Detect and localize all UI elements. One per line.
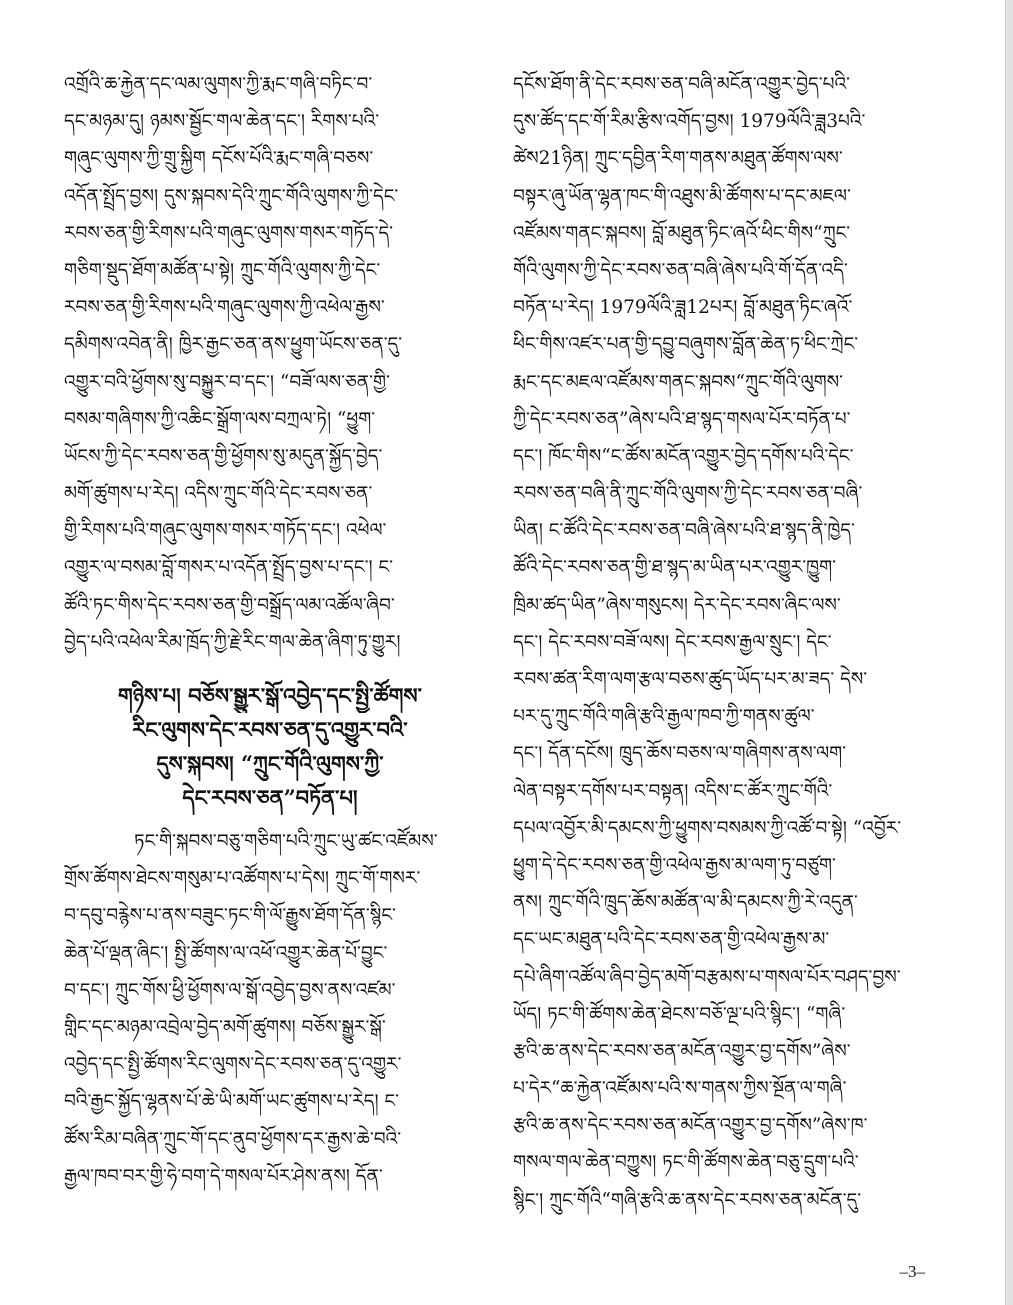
text-line: ཚོའི་ཏང་གིས་དེང་རབས་ཅན་གྱི་བསྒྲོད་ལམ་འཚོལ་ཞིབ་: [64, 594, 395, 616]
text-line: རབས་ཚན་རིག་ལག་རྩལ་བཅས་ཚུད་ཡོད་པར་མ་ཟད་ དེས་: [513, 669, 868, 690]
page-edge-shadow: [1005, 0, 1013, 1305]
text-line: པ་དེར“ཆ་རྐྱེན་འཛོམས་པའི་ས་གནས་ཀྱིས་སྔོན་ལ་གཞི་: [513, 1078, 847, 1100]
text-line: ཀྱི་དེང་རབས་ཅན”ཞེས་པའི་ཐ་སྙད་གསལ་པོར་བཏོན་པ་: [513, 408, 851, 430]
text-line: མགོ་ཚུགས་པ་རེད། འདིས་ཀྲུང་གོའི་དེང་རབས་ཅན་: [64, 483, 373, 505]
text-line: གསལ་གལ་ཆེན་བཀྱུས། ཏང་གི་ཚོགས་ཆེན་བཅུ་དྲུག་པའི་: [513, 1152, 859, 1174]
text-line: བ་དབུ་བརྙེས་པ་ནས་བཟུང་ཏང་གི་ལོ་རྒྱུས་ཐོག་དོན་སྙིང་: [64, 905, 396, 927]
text-line: དང་མཉམ་དུ། ཉམས་སྦྱོང་གལ་ཆེན་དང་། རིགས་པའི་: [64, 111, 380, 133]
text-line: ཆེན་པོ་ལྡན་ཞིང་། སྤྱི་ཚོགས་ལ་འཕོ་འགྱུར་ཆེན་པོ་བྱུང་: [64, 942, 388, 964]
text-line: ཕིང་གིས་འཛར་པན་གྱི་དབྱུ་བཞུགས་བློན་ཆེན་ཏ་ཕིང་ཀྲེང་: [513, 334, 859, 356]
page-number: –3–: [899, 1262, 925, 1281]
text-line: གླིང་དང་མཉམ་འབྲེལ་བྱེད་མགོ་ཚུགས། བཅོས་སྒྱུར་སྒོ་: [64, 1016, 386, 1038]
text-line: ཕྱུག་དེ་དེང་རབས་ཅན་གྱི་འཕེལ་རྒྱས་མ་ལག་ཏུ་བཙུག་: [513, 854, 836, 876]
text-line: བཏོན་པ་རེད། 1979ལོའི་ཟླ12པར། བློ་མཐུན་ཏིང་ཞའོ་: [513, 297, 853, 319]
text-line: གྱི་རིགས་པའི་གཞུང་ལུགས་གསར་གཏོད་དང་། འཕེལ་: [64, 520, 387, 542]
text-line: དཔལ་འབྱོར་མི་དམངས་ཀྱི་ཕྱུགས་བསམས་ཀྱི་འཚོ་བ་སྟེ། “འབྱོར་: [513, 817, 902, 839]
text-line: བསམ་གཞིགས་ཀྱི་འཆིང་སྒྲོག་ལས་བཀྲལ་ཏེ། “ཕྱུག་: [64, 408, 376, 430]
text-line: རབས་ཅན་གྱི་རིགས་པའི་གཞུང་ལུགས་ཀྱི་འཕེལ་རྒྱས་: [64, 297, 385, 319]
left-paragraph-1: [64, 66, 476, 661]
text-line: དང་། ཁོང་གིས“ང་ཚོས་མངོན་འགྱུར་བྱེད་དགོས་པའི་དེང་: [513, 445, 854, 467]
text-line: ཚོའི་དེང་རབས་ཅན་གྱི་ཐ་སྙད་མ་ཡིན་པར་འགྱུར་ཁྱུག་: [513, 557, 837, 579]
text-line: ནས། ཀྲུང་གོའི་ཁྲུད་ཆོས་མཚོན་ལ་མི་དམངས་ཀྱི་རེ་འདུན་: [513, 892, 858, 914]
text-line: དུས་ཚོད་དང་གོ་རིམ་རྩིས་འགོད་བྱས། 1979ལོའི་ཟླ3པའི་: [513, 111, 866, 133]
left-column: [64, 66, 476, 1195]
text-line: འགྱུར་བའི་ཕྱོགས་སུ་བསྐྱུར་བ་དང་། “བཟོ་ལས་ཅན་གྱི་: [64, 371, 390, 393]
text-line: གཅིག་སྡུད་ཐོག་མཚོན་པ་སྟེ། ཀྲུང་གོའི་ལུགས་ཀྱི་དེང་: [64, 259, 381, 281]
text-line: རྒྱལ་ཁབ་བར་གྱི་ཧེ་བག་དེ་གསལ་པོར་ཤེས་ནས། དོན་: [64, 1165, 383, 1187]
text-line: དེང་རབས་ཅན”བཏོན་པ།: [182, 785, 358, 810]
text-line: ཚོས་རིམ་བཞིན་ཀྲུང་གོ་དང་ནུབ་ཕྱོགས་དར་རྒྱས་ཆེ་བའི་: [64, 1128, 402, 1150]
text-line: རབས་ཅན་གྱི་རིགས་པའི་གཞུང་ལུགས་གསར་གཏོད་དེ་: [64, 222, 394, 244]
text-line: འབྱེད་དང་སྤྱི་ཚོགས་རིང་ལུགས་དེང་རབས་ཅན་དུ་འགྱུར་: [64, 1054, 402, 1076]
text-line: དང་ཡང་མཐུན་པའི་དེང་རབས་ཅན་གྱི་འཕེལ་རྒྱས་མ་: [513, 929, 830, 951]
text-line: གཉིས་པ། བཅོས་སྒྱུར་སྒོ་འབྱེད་དང་སྤྱི་ཚོགས་: [118, 683, 422, 708]
text-line: ཚེས21ཉིན། ཀྲུང་དབྱིན་རིག་གནས་མཐུན་ཚོགས་ལས་: [513, 148, 843, 170]
section-heading: [64, 679, 476, 815]
text-line: ཁྲིམ་ཚད་ཡིན”ཞེས་གསུངས། དེར་དེང་རབས་ཞིང་ལས་: [513, 594, 841, 616]
text-line: འཛོམས་གནང་སྐབས། བློ་མཐུན་ཏིང་ཞའོ་ཕིང་གིས“ཀྲུང་: [513, 222, 851, 244]
text-line: བའི་རྒྱང་སྐྱོད་ལྷནས་པོ་ཆེ་ཡི་མགོ་ཡང་ཚུགས་པ་རེད། ང་: [64, 1091, 400, 1113]
text-line: དང་། དེང་རབས་བཟོ་ལས། དེང་རབས་རྒྱལ་སྲུང་། དེང་: [513, 631, 832, 653]
text-line: གྲོས་ཚོགས་ཐེངས་གསུམ་པ་འཚོགས་པ་དེས། ཀྲུང་གོ་གསར་: [64, 868, 421, 890]
text-line: བྱེད་པའི་འཕེལ་རིམ་ཁྲོད་ཀྱི་རྗེ་རིང་གལ་ཆེན་ཞིག་ཏུ་གྱུར།: [64, 631, 401, 653]
text-line: རབས་ཅན་བཞི་ནི་ཀྲུང་གོའི་ལུགས་ཀྱི་དེང་རབས་ཅན་བཞི་: [513, 483, 863, 505]
text-line: རྩའི་ཆ་ནས་དེང་རབས་ཅན་མངོན་འགྱུར་བྱ་དགོས”ཞེས་ཁ་: [513, 1115, 868, 1137]
text-line: དཔེ་ཞིག་འཚོལ་ཞིབ་བྱེད་མགོ་བརྩམས་པ་གསལ་པོར་བཤད་བྱས་: [513, 966, 901, 988]
text-line: རིང་ལུགས་དེང་རབས་ཅན་དུ་འགྱུར་བའི་: [132, 717, 408, 742]
text-line: ཏང་གི་སྐབས་བཅུ་གཅིག་པའི་ཀྲུང་ཡུ་ཚང་འཛོམས་: [134, 831, 438, 852]
text-line: ཡིན། ང་ཚོའི་དེང་རབས་ཅན་བཞི་ཞེས་པའི་ཐ་སྙད་ནི་ཁྱེད་: [513, 520, 855, 542]
text-line: དངོས་ཐོག་ནི་དེང་རབས་ཅན་བཞི་མངོན་འགྱུར་བྱེད་པའི་: [513, 74, 851, 95]
text-line: ཡོངས་ཀྱི་དེང་རབས་ཅན་གྱི་ཕྱོགས་སུ་མདུན་སྐྱོད་བྱེད་: [64, 445, 383, 467]
text-line: གཞུང་ལུགས་ཀྱི་གྲུ་སྐྱིག དངོས་པོའི་རྨང་གཞི་བཅས་: [64, 148, 374, 170]
text-line: འགྲོའི་ཆ་རྐྱེན་དང་ལམ་ལུགས་ཀྱི་རྨང་གཞི་བཏིང་བ་: [64, 74, 373, 95]
text-line: ཡོད། ཏང་གི་ཚོགས་ཆེན་ཐེངས་བཅོ་ལྔ་པའི་སྙིང་། “གཞི་: [513, 1003, 846, 1025]
text-line: འགྱུར་ལ་བསམ་བློ་གསར་པ་འདོན་སྤྲོད་བྱས་པ་དང་། ང་: [64, 557, 394, 579]
right-column: [513, 66, 925, 1219]
text-line: སྙིང་། ཀྲུང་གོའི“གཞི་རྩའི་ཆ་ནས་དེང་རབས་ཅན་མངོན་དུ་: [513, 1189, 862, 1211]
text-line: བསྟར་ཞུ་ཡོན་ལྷན་ཁང་གི་འཐུས་མི་ཚོགས་པ་དང་མཇལ་: [513, 185, 851, 207]
right-paragraph: [513, 66, 925, 1219]
text-line: རྨང་དང་མཇལ་འཛོམས་གནང་སྐབས“ཀྲུང་གོའི་ལུགས་: [513, 371, 844, 393]
text-line: རྩའི་ཆ་ནས་དེང་རབས་ཅན་མངོན་འགྱུར་བྱ་དགོས”ཞེས་: [513, 1040, 851, 1062]
text-line: བ་དང་། ཀྲུང་གོས་ཕྱི་ཕྱོགས་ལ་སྒོ་འབྱེད་བྱས་ནས་འཛམ་: [64, 979, 396, 1001]
text-line: པར་དུ་ཀྲུང་གོའི་གཞི་རྩའི་རྒྱལ་ཁབ་ཀྱི་གནས་ཚུལ་: [513, 706, 815, 728]
text-line: འདོན་སྤྲོད་བྱས། དུས་སྐབས་དེའི་ཀྲུང་གོའི་ལུགས་ཀྱི་དེང་: [64, 185, 399, 207]
left-paragraph-2: [64, 823, 476, 1195]
text-line: ལེན་བསྟར་དགོས་པར་བསྟན། འདིས་ང་ཚོར་ཀྲུང་གོའི་: [513, 780, 833, 802]
text-line: དང་། དོན་དངོས། ཁྲུད་ཆོས་བཅས་ལ་གཞིགས་ནས་ལག་: [513, 743, 847, 765]
text-line: དམིགས་འབེན་ནི། ཁྱིར་རྒྱང་ཅན་ནས་ཕྱུག་ཡོངས་ཅན་དུ་: [64, 334, 403, 356]
text-line: གོའི་ལུགས་ཀྱི་དེང་རབས་ཅན་བཞི་ཞེས་པའི་གོ་དོན་འདི་: [513, 259, 848, 281]
text-line: དུས་སྐབས། “ཀྲུང་གོའི་ལུགས་ཀྱི་: [156, 751, 384, 776]
